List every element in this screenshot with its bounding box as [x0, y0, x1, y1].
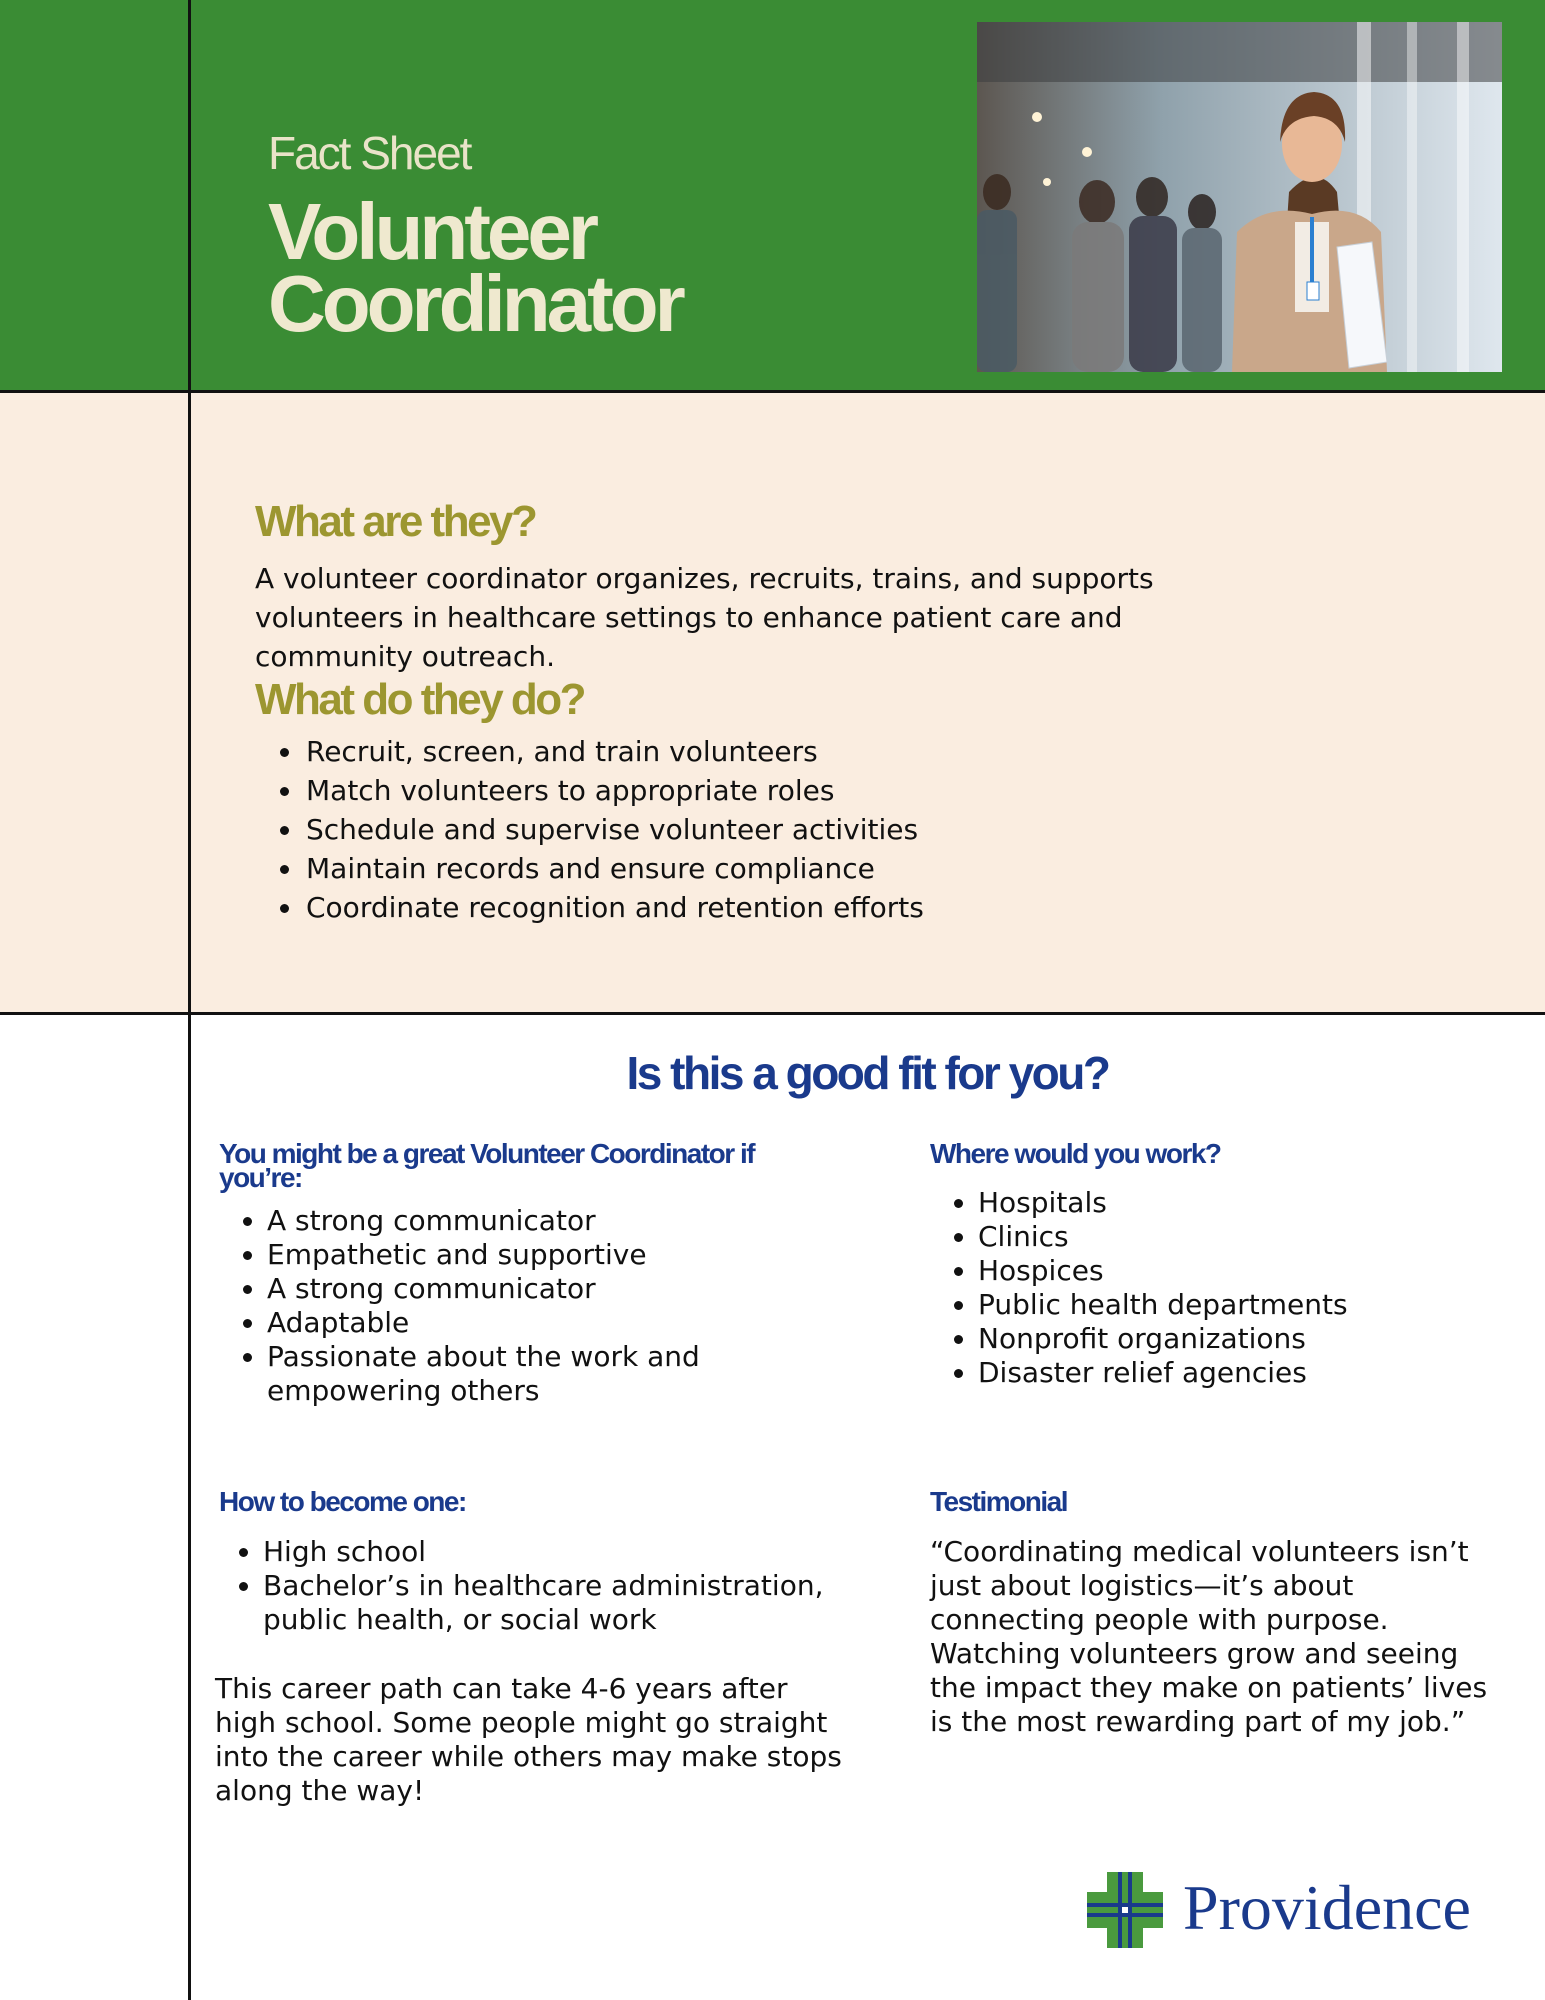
- fit-title: Is this a good fit for you?: [626, 1047, 1109, 1099]
- list-item: • Schedule and supervise volunteer activities: [304, 810, 1204, 849]
- list-item: • Recruit, screen, and train volunteers: [304, 732, 1204, 771]
- list-item: • Passionate about the work and empowering others: [267, 1340, 787, 1408]
- divider-1: [0, 390, 1545, 393]
- testimonial-heading: Testimonial: [930, 1486, 1068, 1517]
- list-item: • Hospices: [978, 1254, 1538, 1288]
- page-title: [268, 187, 682, 348]
- what-heading: What are they?: [255, 497, 536, 546]
- what-description: A volunteer coordinator organizes, recruits, trains, and supports volunteers in healthcare settings to enhance patient care and community outreach.: [255, 562, 1154, 673]
- providence-logo: [1085, 1870, 1485, 1950]
- list-item: • Empathetic and supportive: [267, 1238, 787, 1272]
- traits-list: [219, 1204, 787, 1408]
- traits-heading: You might be a great Volunteer Coordinator if you’re:: [219, 1138, 755, 1193]
- divider-2: [0, 1012, 1545, 1015]
- testimonial-quote: “Coordinating medical volunteers isn’t just about logistics—it’s about connecting people with purpose. Watching volunteers grow and seeing the impact they make on patients’ lives is the most rewarding part of my job.”: [930, 1535, 1488, 1738]
- become-heading: How to become one:: [219, 1486, 466, 1517]
- list-item: • Match volunteers to appropriate roles: [304, 771, 1204, 810]
- list-item: • A strong communicator: [267, 1204, 787, 1238]
- list-item: • Hospitals: [978, 1186, 1538, 1220]
- list-item: • Clinics: [978, 1220, 1538, 1254]
- professional-woman-photo: [977, 22, 1502, 372]
- become-list: [215, 1535, 883, 1637]
- list-item: • High school: [263, 1535, 883, 1569]
- list-item: • Adaptable: [267, 1306, 787, 1340]
- vertical-divider: [188, 0, 191, 2000]
- header-photo: [977, 22, 1502, 372]
- duties-list: [268, 732, 1204, 927]
- fact-sheet-label: Fact Sheet: [268, 127, 471, 179]
- list-item: • Coordinate recognition and retention efforts: [304, 888, 1204, 927]
- duties-heading: What do they do?: [255, 675, 585, 724]
- logo-text: Providence: [1183, 1872, 1471, 1943]
- title-line-1: Volunteer: [268, 187, 596, 276]
- list-item: • Public health departments: [978, 1288, 1538, 1322]
- list-item: • Nonprofit organizations: [978, 1322, 1538, 1356]
- work-heading: Where would you work?: [930, 1138, 1221, 1169]
- list-item: • Maintain records and ensure compliance: [304, 849, 1204, 888]
- work-list: [930, 1186, 1538, 1390]
- career-path-text: This career path can take 4-6 years after high school. Some people might go straight into the career while others may make stops along the way!: [215, 1672, 842, 1807]
- list-item: • A strong communicator: [267, 1272, 787, 1306]
- list-item: • Bachelor’s in healthcare administration, public health, or social work: [263, 1569, 883, 1637]
- title-line-2: Coordinator: [268, 259, 682, 348]
- list-item: • Disaster relief agencies: [978, 1356, 1538, 1390]
- providence-cross-icon: [1085, 1870, 1165, 1950]
